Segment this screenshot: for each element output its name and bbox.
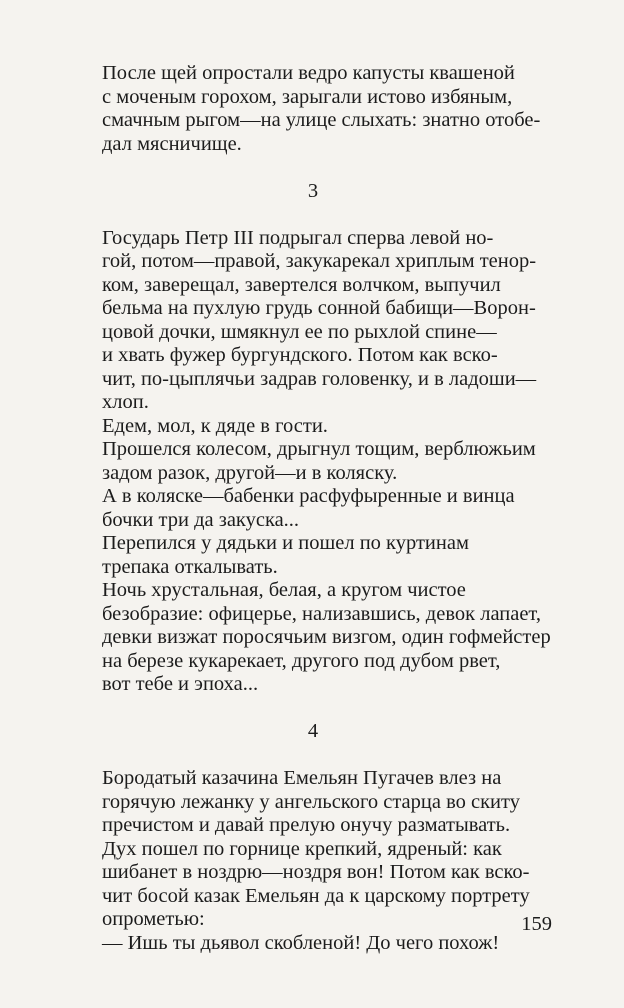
book-page (72, 62, 554, 955)
paragraph: Прошелся колесом, дрыгнул тощим, верблюжьим задом разок, другой—и в коляску. (102, 438, 536, 484)
paragraph: А в коляске—бабенки расфуфыренные и винца бочки три да закуска... (102, 485, 515, 531)
paragraph: Бородатый казачина Емельян Пугачев влез на горячую лежанку у ангельского старца во скиту пречистом и давай прелую онучу разматывать. Дух пошел по горнице крепкий, ядреный: как шибанет в ноздрю—ноздря вон! Потом как вско- чит босой казак Емельян да к царскому портрету опрометью: (102, 767, 530, 930)
paragraph: — Ишь ты дьявол скобленой! До чего похож! (102, 931, 500, 954)
paragraph: Государь Петр III подрыгал сперва левой но- гой, потом—правой, закукарекал хриплым тенор- ком, заверещал, завертелся волчком, выпучил бельма на пухлую грудь сонной бабищи—Ворон- цовой дочки, шмякнул ее по рыхлой спине— и хвать фужер бургундского. Потом как вско- чит, по-цыплячьи задрав головенку, и в ладоши— хлоп. (102, 226, 537, 413)
paragraph: Перепился у дядьки и пошел по куртинам трепака откалывать. (102, 532, 469, 578)
section-number: 3 (307, 179, 319, 202)
paragraph: Едем, мол, к дяде в гости. (102, 414, 328, 437)
intro-paragraph: После щей опростали ведро капусты квашеной с моченым горохом, зарыгали истово избяным, смачным рыгом—на улице слыхать: знатно отобе- дал мясничище. (102, 62, 541, 155)
page-number: 159 (521, 913, 552, 935)
section-number: 4 (307, 720, 319, 742)
paragraph: Ночь хрустальная, белая, а кругом чистое безобразие: офицерье, нализавшись, девок лапает, девки визжат поросячьим визгом, один гофмейстер на березе кукарекает, другого под дубом рвет, вот тебе и эпоха... (102, 579, 551, 695)
